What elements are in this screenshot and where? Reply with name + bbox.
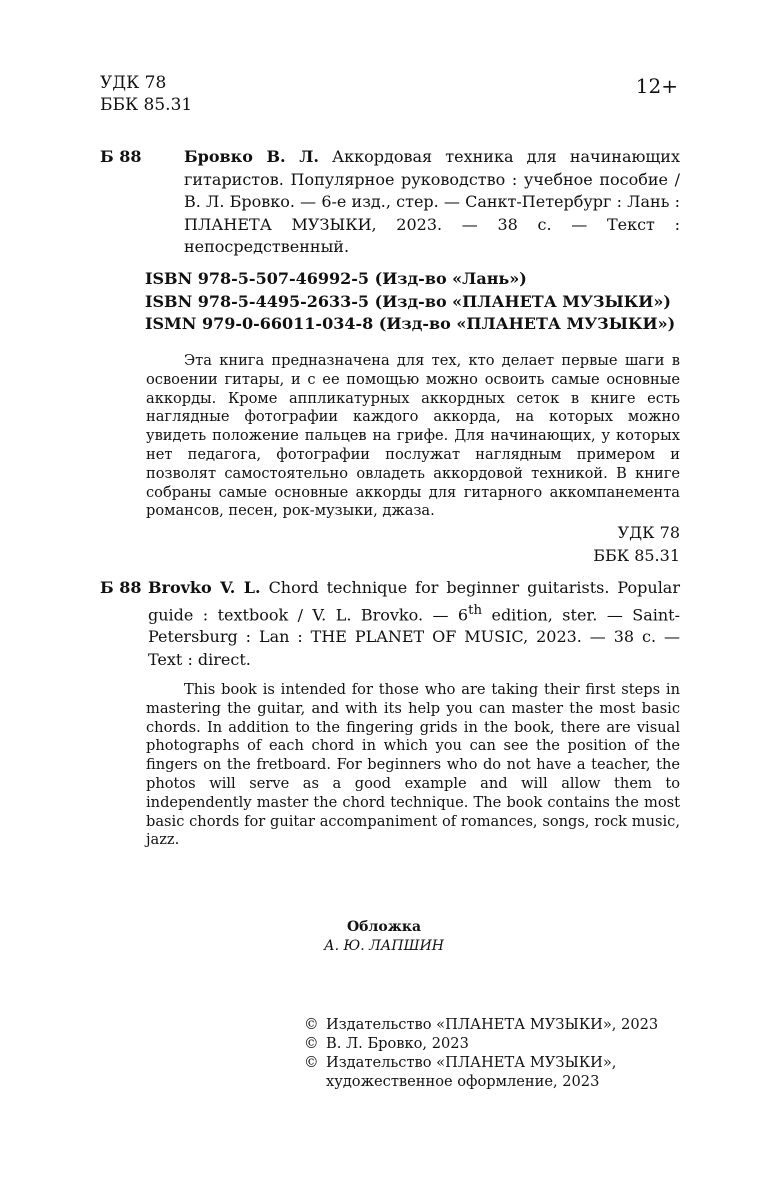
copyright-text-line: Издательство «ПЛАНЕТА МУЗЫКИ», xyxy=(326,1054,617,1071)
entry-body-en xyxy=(148,577,680,671)
annotation-ru-text: Эта книга предназначена для тех, кто делает первые шаги в освоении гитары, и с ее помощью можно освоить самые основные аккорды. Кроме аппликатурных аккордных сеток в книге есть наглядные фотографии каждого аккорда, на которых можно увидеть положение пальцев на грифе. Для начинающих, у которых нет педагога, фотографии послужат наглядным примером и позволят самостоятельно овладеть аккордовой техникой. В книге собраны самые основные аккорды для гитарного аккомпанемента романсов, песен, рок-музыки, джаза. xyxy=(146,352,680,520)
annotation-ru xyxy=(146,352,680,521)
copyright-symbol: © xyxy=(304,1016,319,1033)
isbn-line: ISBN 978-5-4495-2633-5 (Изд-во «ПЛАНЕТА МУЗЫКИ») xyxy=(145,291,671,311)
isbn-line: ISBN 978-5-507-46992-5 (Изд-во «Лань») xyxy=(145,269,527,288)
edition-superscript: th xyxy=(468,602,483,618)
bibliographic-entry-ru xyxy=(100,146,680,259)
copyright-text-line: Издательство «ПЛАНЕТА МУЗЫКИ», 2023 xyxy=(326,1016,659,1033)
bbk-code: ББК 85.31 xyxy=(593,546,680,565)
copyright-symbol: © xyxy=(304,1035,319,1052)
entry-body-ru xyxy=(184,146,680,259)
copyright-line xyxy=(304,1053,658,1091)
copyright-text-line: художественное оформление, 2023 xyxy=(326,1073,600,1090)
author-name-en: Brovko V. L. xyxy=(148,578,261,597)
udk-code: УДК 78 xyxy=(617,523,680,542)
isbn-block xyxy=(145,268,675,336)
copyright-symbol: © xyxy=(304,1054,319,1071)
age-rating: 12+ xyxy=(635,74,678,98)
copyright-text xyxy=(326,1034,469,1053)
udk-code: УДК 78 xyxy=(100,73,167,93)
classification-ru xyxy=(593,521,680,567)
cover-credit xyxy=(150,918,618,956)
cover-credit-title: Обложка xyxy=(346,919,422,935)
copyright-line xyxy=(304,1034,658,1053)
entry-text-en: Chord technique for beginner guitarists. Popular guide : textbook / V. L. Brovko. — 6 xyxy=(148,578,680,624)
author-mark-en: Б 88 xyxy=(100,578,142,597)
cover-artist-name: А. Ю. ЛАПШИН xyxy=(324,938,444,954)
copyright-text-line: В. Л. Бровко, 2023 xyxy=(326,1035,469,1052)
author-name-ru: Бровко В. Л. xyxy=(184,147,319,166)
author-mark-ru: Б 88 xyxy=(100,147,142,166)
bbk-code: ББК 85.31 xyxy=(100,95,193,115)
ismn-line: ISMN 979-0-66011-034-8 (Изд-во «ПЛАНЕТА МУЗЫКИ») xyxy=(145,314,676,333)
entry-text-en-cont: edition, ster. — Saint-Petersburg : Lan : THE PLANET OF MUSIC, 2023. — 38 c. — Text : direct. xyxy=(148,604,681,669)
entry-text-ru: Аккордовая техника для начинающих гитаристов. Популярное руководство : учебное пособие / В. Л. Бровко. — 6-е изд., стер. — Санкт-Петербург : Лань : ПЛАНЕТА МУЗЫКИ, 2023. — 38 с. — Текст : непосредственный. xyxy=(184,147,680,256)
copyright-text xyxy=(326,1053,616,1091)
copyright-block xyxy=(304,1015,658,1091)
bibliographic-entry-en xyxy=(100,577,680,671)
annotation-en-text: This book is intended for those who are taking their first steps in mastering the guitar, and with its help you can master the most basic chords. In addition to the fingering grids in the book, there are visual photographs of each chord in which you can see the position of the fingers on the fretboard. For beginners who do not have a teacher, the photos will serve as a good example and will allow them to independently master the chord technique. The book contains the most basic chords for guitar accompaniment of romances, songs, rock music, jazz. xyxy=(146,681,680,849)
classification-header xyxy=(100,72,192,116)
annotation-en xyxy=(146,681,680,850)
copyright-text xyxy=(326,1015,658,1034)
copyright-line xyxy=(304,1015,658,1034)
